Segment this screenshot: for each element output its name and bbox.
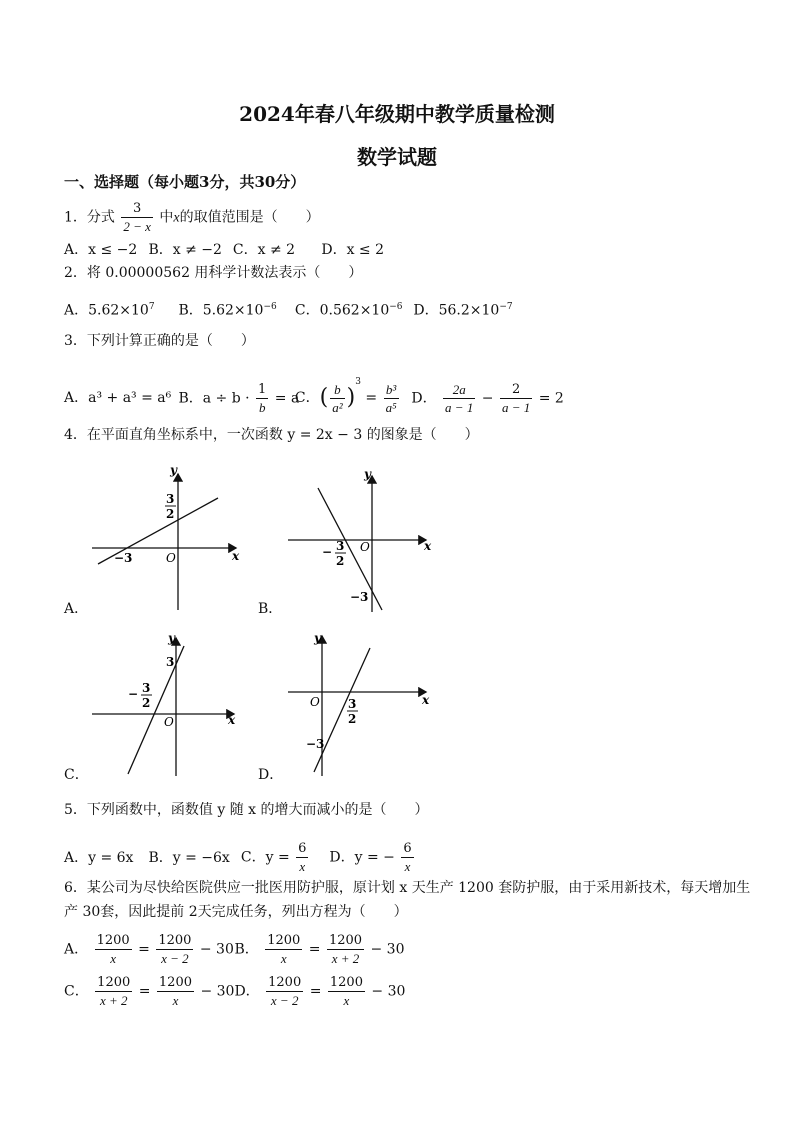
q2-option-c: C．0.562×10 [294, 302, 390, 319]
q6-d-tail: − 30 [371, 983, 406, 1000]
graph-a-label: A． [64, 601, 89, 617]
q1-option-a: A．x ≤ −2 [64, 242, 138, 258]
q2-option-b: B．5.62×10 [178, 302, 264, 319]
q3-d-minus: − [481, 390, 494, 406]
q6-a-rd: x − 2 [161, 951, 189, 966]
q3-c-den: a² [332, 399, 343, 415]
q1-frac-num: 3 [121, 200, 153, 218]
graph-b-label: B． [258, 601, 283, 617]
q3-d-num2: 2 [500, 381, 532, 399]
q6-option-d [234, 974, 405, 1009]
q6-d-rn: 1200 [329, 975, 363, 990]
section-heading: 一、选择题（每小题3分，共30分） [64, 173, 306, 191]
q5-d-den: x [404, 859, 411, 874]
q6-d-lead: D． [234, 983, 260, 1000]
q3-c-num: b [330, 381, 344, 399]
q5-c-den: x [299, 859, 306, 874]
q6-a-lead: A． [64, 941, 89, 958]
q5-c-lead: C．y = [240, 849, 290, 866]
q3-d-den2: a − 1 [501, 399, 531, 415]
graph-c-origin: O [164, 715, 174, 729]
q6-c-rd: x [172, 993, 179, 1008]
graph-d-x-label: x [422, 693, 430, 707]
graph-a-xint: −3 [114, 551, 133, 565]
graph-c [88, 628, 258, 778]
q5-option-a: A．y = 6x [64, 849, 134, 866]
graph-d-xint-den: 2 [348, 712, 357, 726]
q3-c-lead: C． [294, 390, 320, 406]
question-1 [64, 200, 320, 235]
q6-option-c [64, 974, 235, 1009]
q1-lead: 1．分式 [64, 209, 115, 226]
q3-d-num1: 2a [443, 381, 475, 399]
graph-a-y-label: y [170, 463, 177, 477]
q2-exp-a: 7 [148, 302, 155, 312]
q3-options: A．a³ + a³ = a⁶ B．a ÷ b · $\frac{1}{b}$ = a C．( $\frac{b}{\text{a²}}$ )$^3$ = $\frac{\text{b³}}{\text{a⁵}}$ D． $\frac{2a}{a - 1}$ − $\frac{2}{a - 1}$ = 2 [64, 377, 564, 415]
graph-d-yint: −3 [306, 737, 325, 751]
q6-d-ld: x − 2 [270, 993, 299, 1008]
q1-option-d: D．x ≤ 2 [321, 242, 385, 258]
q5-option-b: B．y = −6x [148, 849, 230, 866]
graph-c-xint-sign: − [128, 687, 139, 701]
graph-c-x-label: x [228, 713, 236, 727]
graph-d [284, 628, 454, 778]
question-6-line2: 产 30套，因此提前 2天完成任务，列出方程为（ ） [64, 904, 408, 920]
q6-a-tail: − 30 [199, 941, 234, 958]
graph-a [86, 462, 256, 612]
graph-c-xint-den: 2 [142, 696, 151, 710]
q1-frac-den: 2 − x [123, 219, 151, 234]
q6-c-lead: C． [64, 983, 89, 1000]
q6-c-ld: x + 2 [99, 993, 128, 1008]
q1-options [64, 240, 384, 260]
graph-c-label: C． [64, 767, 89, 783]
q2-exp-c: −6 [389, 302, 403, 312]
q1-option-b: B．x ≠ −2 [148, 242, 222, 258]
q6-b-tail: − 30 [370, 941, 405, 958]
q5-c-num: 6 [298, 841, 307, 856]
graph-b-y-label: y [364, 467, 371, 481]
q6-c-rn: 1200 [158, 975, 192, 990]
q6-options-row1 [64, 932, 404, 967]
q6-d-rd: x [343, 993, 350, 1008]
q6-option-a [64, 932, 234, 967]
q2-option-a: A．5.62×10 [64, 302, 149, 319]
graph-c-y-label: y [168, 631, 175, 645]
question-5: 5．下列函数中，函数值 y 随 x 的增大而减小的是（ ） [64, 802, 429, 818]
q3-c-eq: = [365, 390, 378, 406]
q3-b-num: 1 [258, 381, 267, 397]
q6-d-eq: = [309, 983, 322, 1000]
question-2: 2．将 0.00000562 用科学计数法表示（ ） [64, 265, 363, 281]
q3-d-lead: D． [411, 390, 437, 406]
q2-exp-b: −6 [263, 302, 277, 312]
q6-b-ld: x [280, 951, 287, 966]
graph-d-label: D． [258, 767, 284, 783]
graph-b-yint: −3 [350, 590, 369, 604]
q3-b-lead: B．a ÷ b · [178, 390, 250, 406]
question-6-line1: 6．某公司为尽快给医院供应一批医用防护服，原计划 x 天生产 1200 套防护服，由于采用新技术，每天增加生 [64, 880, 751, 896]
q3-b-den: b [258, 399, 266, 415]
q6-b-rd: x + 2 [331, 951, 360, 966]
graph-c-yint: 3 [166, 655, 175, 669]
q3-c-rnum: b³ [384, 381, 399, 399]
exam-subtitle: 数学试题 [357, 145, 437, 169]
graph-b-xint-sign: − [322, 545, 333, 559]
q6-b-ln: 1200 [267, 933, 301, 948]
q3-d-tail: = 2 [538, 390, 564, 406]
q3-c-exp: 3 [355, 377, 361, 387]
graph-d-y-label: y [314, 631, 321, 645]
exam-title: 2024年春八年级期中教学质量检测 [239, 102, 555, 126]
graph-b-origin: O [360, 540, 370, 554]
q6-c-tail: − 30 [200, 983, 235, 1000]
graph-b [284, 464, 454, 614]
q2-option-d: D．56.2×10 [413, 302, 500, 319]
q3-c-rden: a⁵ [385, 399, 397, 415]
q6-a-rn: 1200 [158, 933, 192, 948]
q2-exp-d: −7 [499, 302, 513, 312]
q6-options-row2 [64, 974, 405, 1009]
q6-c-ln: 1200 [97, 975, 131, 990]
graph-b-xint-den: 2 [336, 554, 345, 568]
q2-options [64, 297, 513, 321]
graph-c-xint-num: 3 [142, 681, 151, 695]
q1-tail1: 中 [159, 209, 174, 226]
question-3: 3．下列计算正确的是（ ） [64, 333, 255, 349]
q1-var: x [173, 210, 180, 226]
q6-a-ln: 1200 [96, 933, 130, 948]
q1-tail2: 的取值范围是（ ） [179, 209, 320, 226]
graph-b-x-label: x [424, 539, 432, 553]
q6-b-rn: 1200 [328, 933, 363, 948]
graph-b-xint-num: 3 [336, 539, 345, 553]
graph-a-yint-den: 2 [166, 507, 175, 521]
graph-a-origin: O [166, 551, 176, 565]
q3-d-den1: a − 1 [445, 399, 474, 415]
q6-a-ld: x [110, 951, 117, 966]
q5-d-lead: D．y = − [329, 849, 395, 866]
q3-option-a: A．a³ + a³ = a⁶ [64, 390, 172, 406]
q3-b-tail: = a [274, 390, 300, 406]
graph-d-origin: O [310, 695, 320, 709]
q1-option-c: C．x ≠ 2 [232, 242, 296, 258]
graph-a-yint-num: 3 [166, 492, 175, 506]
graph-a-x-label: x [232, 549, 240, 563]
q6-option-b [234, 932, 404, 967]
question-4: 4．在平面直角坐标系中，一次函数 y = 2x − 3 的图象是（ ） [64, 427, 479, 443]
q6-c-eq: = [138, 983, 151, 1000]
q6-b-eq: = [308, 941, 321, 958]
q5-options [64, 840, 416, 875]
q5-d-num: 6 [403, 841, 412, 856]
q6-a-eq: = [138, 941, 150, 958]
graph-d-xint-num: 3 [348, 697, 357, 711]
q6-b-lead: B． [234, 941, 259, 958]
q6-d-ln: 1200 [268, 975, 302, 990]
q1-fraction [121, 200, 153, 235]
